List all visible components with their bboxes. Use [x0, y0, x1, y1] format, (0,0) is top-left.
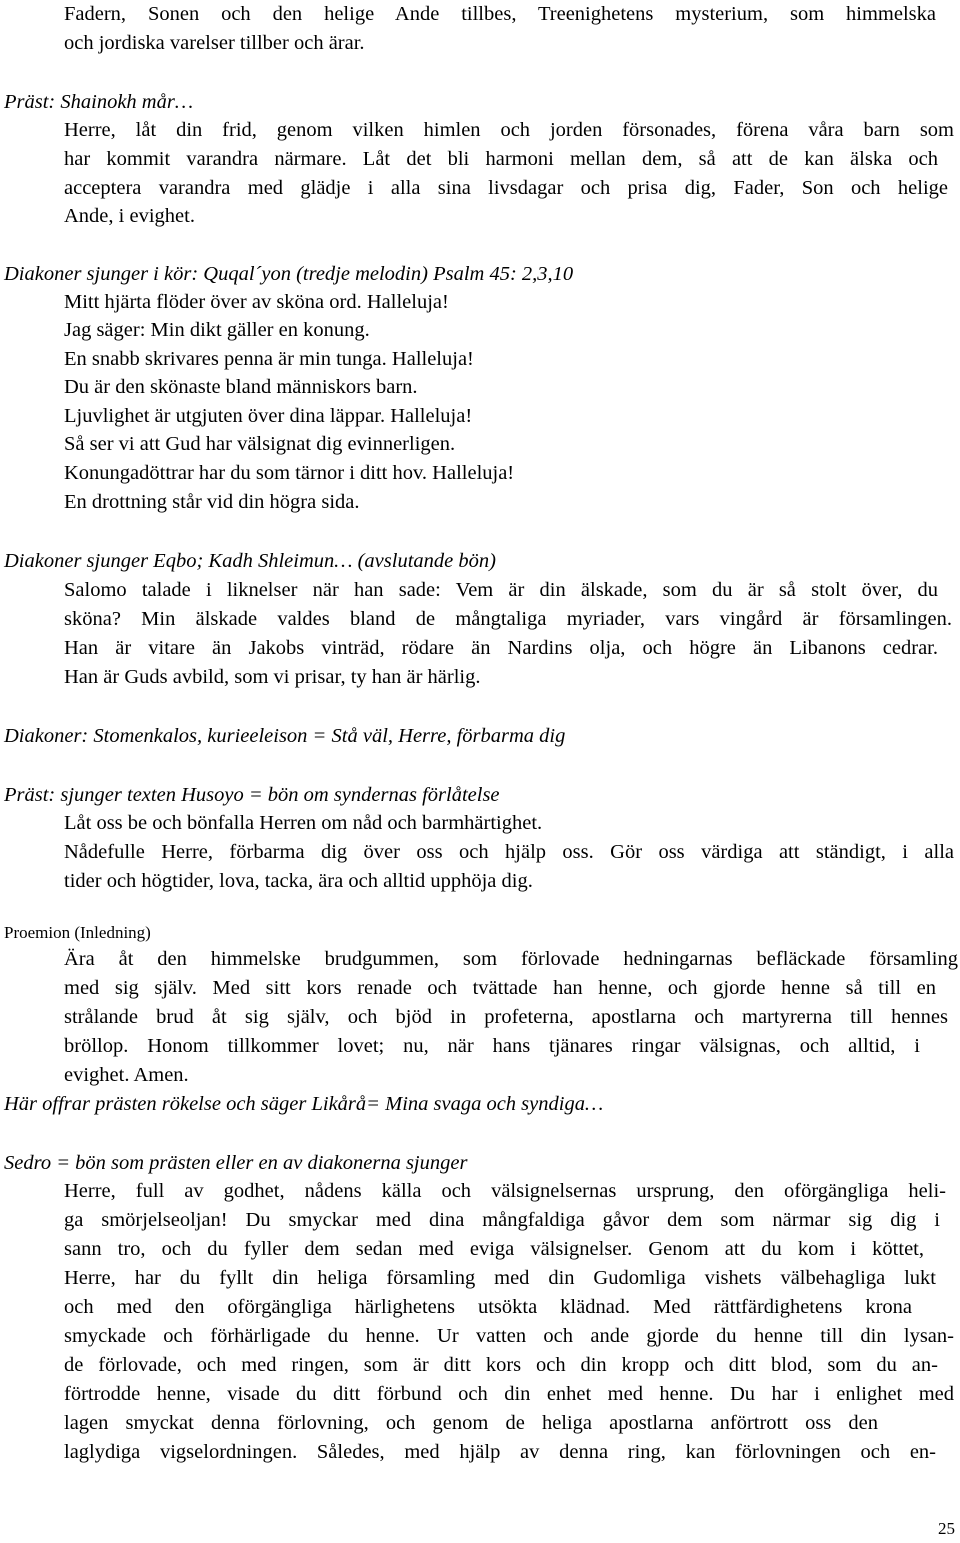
section-heading: Diakoner: Stomenkalos, kurieeleison = Stå väl, Herre, förbarma dig [4, 725, 566, 747]
body-line: strålande brud åt sig själv, och bjöd in profeterna, apostlarna och martyrerna till hennes [64, 1006, 948, 1028]
body-line: Låt oss be och bönfalla Herren om nåd och barmhärtighet. [64, 812, 543, 834]
psalm-line: Konungadöttrar har du som tärnor i ditt hov. Halleluja! [64, 462, 515, 484]
body-line: sann tro, och du fyller dem sedan med eviga välsignelser. Genom att du kom i köttet, [64, 1238, 924, 1260]
section-heading: Präst: Shainokh mår… [4, 91, 194, 113]
body-line: Ära åt den himmelske brudgummen, som förlovade hedningarnas befläckade församling [64, 948, 958, 970]
body-line: och med den oförgängliga härlighetens utsökta klädnad. Med rättfärdighetens krona [64, 1296, 912, 1318]
body-line: Nådefulle Herre, förbarma dig över oss och hjälp oss. Gör oss värdiga att ständigt, i alla [64, 841, 954, 863]
psalm-line: En snabb skrivares penna är min tunga. Halleluja! [64, 348, 474, 370]
psalm-line: Du är den skönaste bland människors barn. [64, 376, 418, 398]
psalm-line: En drottning står vid din högra sida. [64, 491, 360, 513]
body-line: Han är Guds avbild, som vi prisar, ty han är härlig. [64, 666, 481, 688]
body-line: Ande, i evighet. [64, 205, 195, 227]
psalm-line: Jag säger: Min dikt gäller en konung. [64, 319, 370, 341]
body-line: evighet. Amen. [64, 1064, 189, 1086]
page-number: 25 [938, 1519, 955, 1538]
body-line: sköna? Min älskade valdes bland de mångtaliga myriader, vars vingård är församlingen. [64, 608, 952, 630]
section-heading: Här offrar prästen rökelse och säger Likårå= Mina svaga och syndiga… [4, 1093, 604, 1115]
body-line: de förlovade, och med ringen, som är ditt kors och din kropp och ditt blod, som du an- [64, 1354, 938, 1376]
section-heading: Präst: sjunger texten Husoyo = bön om syndernas förlåtelse [4, 784, 500, 806]
body-line: acceptera varandra med glädje i alla sina livsdagar och prisa dig, Fader, Son och helige [64, 177, 948, 199]
body-line: Han är vitare än Jakobs vinträd, rödare än Nardins olja, och högre än Libanons cedrar. [64, 637, 938, 659]
body-line: och jordiska varelser tillber och ärar. [64, 32, 365, 54]
body-line: Herre, låt din frid, genom vilken himlen och jorden försonades, förena våra barn som [64, 119, 954, 141]
section-heading: Sedro = bön som prästen eller en av diakonerna sjunger [4, 1152, 468, 1174]
body-line: bröllop. Honom tillkommer lovet; nu, när hans tjänares ringar välsignas, och alltid, i [64, 1035, 920, 1057]
body-line: laglydiga vigselordningen. Således, med hjälp av denna ring, kan förlovningen och en- [64, 1441, 936, 1463]
psalm-line: Så ser vi att Gud har välsignat dig evinnerligen. [64, 433, 456, 455]
psalm-line: Ljuvlighet är utgjuten över dina läppar. Halleluja! [64, 405, 473, 427]
body-line: Fadern, Sonen och den helige Ande tillbes, Treenighetens mysterium, som himmelska [64, 3, 936, 25]
body-line: lagen smyckat denna förlovning, och genom de heliga apostlarna anförtrott oss den [64, 1412, 878, 1434]
body-line: Herre, full av godhet, nådens källa och välsignelsernas ursprung, den oförgängliga heli- [64, 1180, 946, 1202]
section-heading: Proemion (Inledning) [4, 923, 151, 942]
body-line: med sig själv. Med sitt kors renade och tvättade han henne, och gjorde henne så till en [64, 977, 936, 999]
psalm-line: Mitt hjärta flöder över av sköna ord. Halleluja! [64, 291, 449, 313]
section-heading: Diakoner sjunger i kör: Quqal´yon (tredje melodin) Psalm 45: 2,3,10 [4, 263, 574, 285]
body-line: ga smörjelseoljan! Du smyckar med dina mångfaldiga gåvor dem som närmar sig dig i [64, 1209, 940, 1231]
body-line: Herre, har du fyllt din heliga församling med din Gudomliga vishets välbehagliga lukt [64, 1267, 936, 1289]
body-line: Salomo talade i liknelser när han sade: Vem är din älskade, som du är så stolt över, du [64, 579, 938, 601]
body-line: förtrodde henne, visade du ditt förbund och din enhet med henne. Du har i enlighet med [64, 1383, 954, 1405]
body-line: tider och högtider, lova, tacka, ära och alltid upphöja dig. [64, 870, 533, 892]
section-heading: Diakoner sjunger Eqbo; Kadh Shleimun… (avslutande bön) [4, 550, 496, 572]
body-line: smyckade och förhärligade du henne. Ur vatten och ande gjorde du henne till din lysan- [64, 1325, 954, 1347]
body-line: har kommit varandra närmare. Låt det bli harmoni mellan dem, så att de kan älska och [64, 148, 938, 170]
